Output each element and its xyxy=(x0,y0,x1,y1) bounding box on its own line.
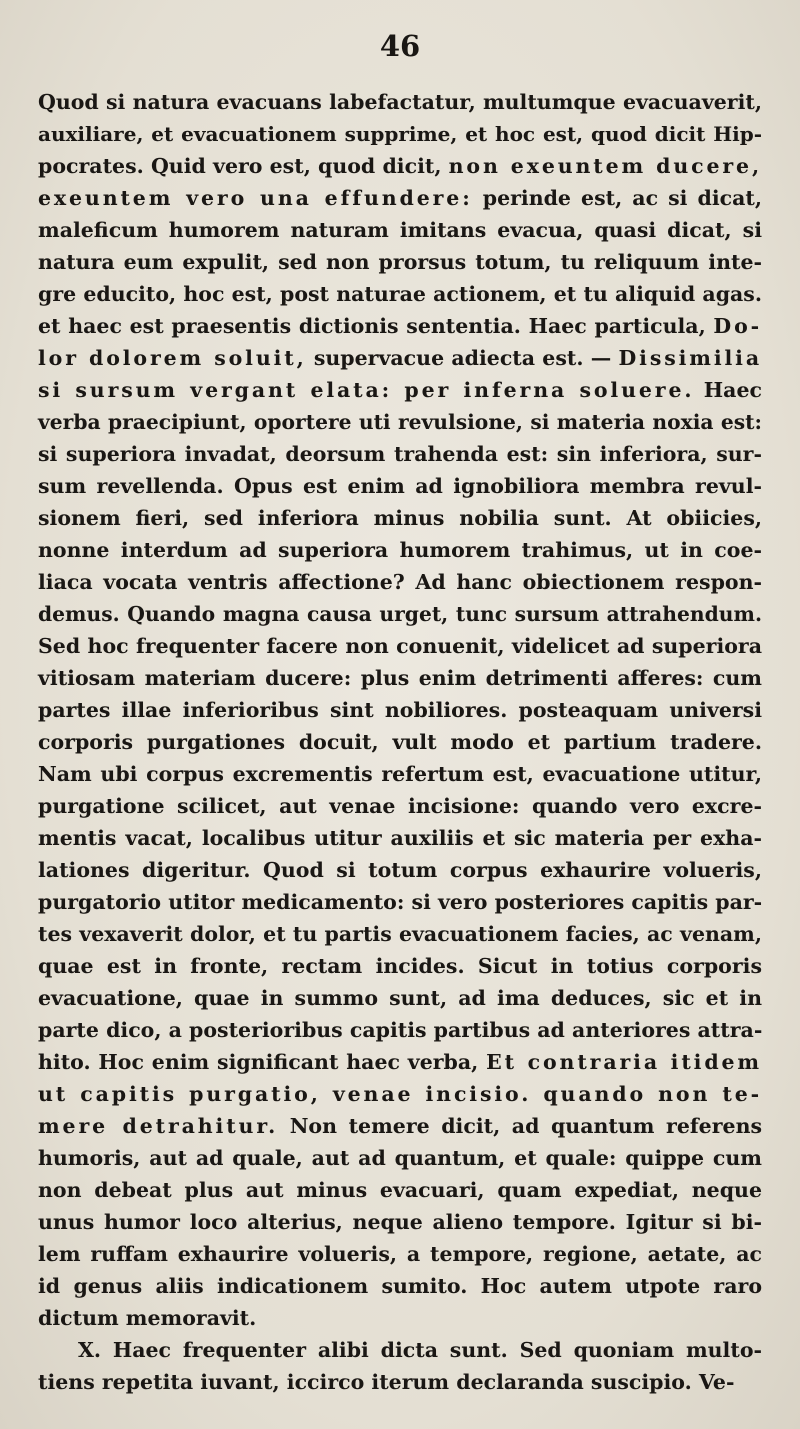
text-line xyxy=(38,982,762,1014)
text-segment: natura eum expulit, sed non prorsus totum, tu reliquum inte- xyxy=(38,250,762,274)
text-segment: mere detrahitur. xyxy=(38,1114,279,1138)
text-segment: ut capitis purgatio, venae incisio. quando non te- xyxy=(38,1082,762,1106)
text-segment: parte dico, a posterioribus capitis partibus ad anteriores attra- xyxy=(38,1018,763,1042)
text-segment: si sursum vergant elata: per inferna soluere. xyxy=(38,378,695,402)
text-line xyxy=(38,1270,762,1302)
text-segment: liaca vocata ventris affectione? Ad hanc obiectionem respon- xyxy=(38,570,762,594)
text-segment: verba praecipiunt, oportere uti revulsione, si materia noxia est: xyxy=(38,410,762,434)
text-line xyxy=(38,86,762,118)
text-line xyxy=(38,566,762,598)
text-segment: auxiliare, et evacuationem supprime, et hoc est, quod dicit Hip- xyxy=(38,122,762,146)
text-line xyxy=(38,310,762,342)
text-segment: partes illae inferioribus sint nobiliores. posteaquam universi xyxy=(38,698,762,722)
text-line xyxy=(38,1206,762,1238)
text-line xyxy=(38,1078,762,1110)
text-line xyxy=(38,1302,762,1334)
text-line xyxy=(38,118,762,150)
text-line xyxy=(38,822,762,854)
text-segment: lor dolorem soluit, xyxy=(38,346,307,370)
text-line xyxy=(38,342,762,374)
text-segment: humoris, aut ad quale, aut ad quantum, et quale: quippe cum xyxy=(38,1146,762,1170)
text-segment: si superiora invadat, deorsum trahenda est: sin inferiora, sur- xyxy=(38,442,762,466)
text-line xyxy=(38,534,762,566)
text-line xyxy=(38,1366,762,1398)
text-segment: supervacue adiecta est. — xyxy=(306,346,619,370)
text-segment: corporis purgationes docuit, vult modo et partium tradere. xyxy=(38,730,762,754)
text-segment: purgatorio utitor medicamento: si vero posteriores capitis par- xyxy=(38,890,763,914)
text-segment: id genus aliis indicationem sumito. Hoc autem utpote raro xyxy=(38,1274,762,1298)
text-line xyxy=(38,630,762,662)
text-segment: gre educito, hoc est, post naturae actionem, et tu aliquid agas. xyxy=(38,282,762,306)
text-line xyxy=(38,1046,762,1078)
text-segment: Et contraria itidem xyxy=(486,1050,762,1074)
text-segment: sionem fieri, sed inferiora minus nobilia sunt. At obiicies, xyxy=(38,506,762,530)
text-line xyxy=(38,182,762,214)
text-segment: Quod si natura evacuans labefactatur, multumque evacuaverit, xyxy=(38,90,762,114)
text-line xyxy=(38,726,762,758)
text-line xyxy=(38,950,762,982)
text-line xyxy=(38,694,762,726)
text-segment: tiens repetita iuvant, iccirco iterum declaranda suscipio. Ve- xyxy=(38,1370,735,1394)
text-segment: sum revellenda. Opus est enim ad ignobiliora membra revul- xyxy=(38,474,762,498)
text-segment: pocrates. Quid vero est, quod dicit, xyxy=(38,154,449,178)
text-line xyxy=(38,406,762,438)
text-segment: lem ruffam exhaurire volueris, a tempore, regione, aetate, ac xyxy=(38,1242,762,1266)
text-segment: mentis vacat, localibus utitur auxiliis et sic materia per exha- xyxy=(38,826,762,850)
text-line xyxy=(38,598,762,630)
text-segment: X. Haec frequenter alibi dicta sunt. Sed quoniam multo- xyxy=(78,1338,762,1362)
text-segment: nonne interdum ad superiora humorem trahimus, ut in coe- xyxy=(38,538,762,562)
text-line xyxy=(38,214,762,246)
text-line xyxy=(38,918,762,950)
text-segment: tes vexaverit dolor, et tu partis evacuationem facies, ac venam, xyxy=(38,922,762,946)
text-segment: Sed hoc frequenter facere non conuenit, videlicet ad superiora xyxy=(38,634,762,658)
text-segment: unus humor loco alterius, neque alieno tempore. Igitur si bi- xyxy=(38,1210,762,1234)
text-segment: exeuntem vero una effundere: xyxy=(38,186,473,210)
text-line xyxy=(38,1238,762,1270)
text-line xyxy=(38,470,762,502)
text-segment: Nam ubi corpus excrementis refertum est, evacuatione utitur, xyxy=(38,762,762,786)
text-segment: hito. Hoc enim significant haec verba, xyxy=(38,1050,487,1074)
text-line xyxy=(38,1174,762,1206)
text-segment: non debeat plus aut minus evacuari, quam expediat, neque xyxy=(38,1178,762,1202)
text-line xyxy=(38,150,762,182)
page-number: 46 xyxy=(379,29,421,63)
text-segment: maleficum humorem naturam imitans evacua, quasi dicat, si xyxy=(38,218,762,242)
text-line xyxy=(38,1110,762,1142)
text-segment: vitiosam materiam ducere: plus enim detrimenti afferes: cum xyxy=(38,666,762,690)
body-text xyxy=(38,86,762,1398)
text-line xyxy=(38,854,762,886)
text-segment: et haec est praesentis dictionis sententia. Haec particula, xyxy=(38,314,714,338)
text-line xyxy=(38,662,762,694)
text-line xyxy=(38,1334,762,1366)
text-segment: evacuatione, quae in summo sunt, ad ima deduces, sic et in xyxy=(38,986,762,1010)
text-segment: demus. Quando magna causa urget, tunc sursum attrahendum. xyxy=(38,602,762,626)
text-segment: dictum memoravit. xyxy=(38,1306,257,1330)
text-line xyxy=(38,374,762,406)
text-line xyxy=(38,246,762,278)
text-line xyxy=(38,1142,762,1174)
text-segment: quae est in fronte, rectam incides. Sicut in totius corporis xyxy=(38,954,762,978)
text-line xyxy=(38,758,762,790)
text-line xyxy=(38,1014,762,1046)
text-segment: Haec xyxy=(694,378,762,402)
text-line xyxy=(38,502,762,534)
text-segment: perinde est, ac si dicat, xyxy=(472,186,762,210)
text-segment: non exeuntem ducere, xyxy=(448,154,762,178)
text-segment: Non temere dicit, ad quantum referens xyxy=(278,1114,763,1138)
text-segment: lationes digeritur. Quod si totum corpus exhaurire volueris, xyxy=(38,858,762,882)
text-line xyxy=(38,278,762,310)
text-line xyxy=(38,886,762,918)
text-line xyxy=(38,790,762,822)
text-segment: Do- xyxy=(713,314,762,338)
text-segment: purgatione scilicet, aut venae incisione: quando vero excre- xyxy=(38,794,762,818)
text-line xyxy=(38,438,762,470)
text-segment: Dissimilia xyxy=(618,346,762,370)
